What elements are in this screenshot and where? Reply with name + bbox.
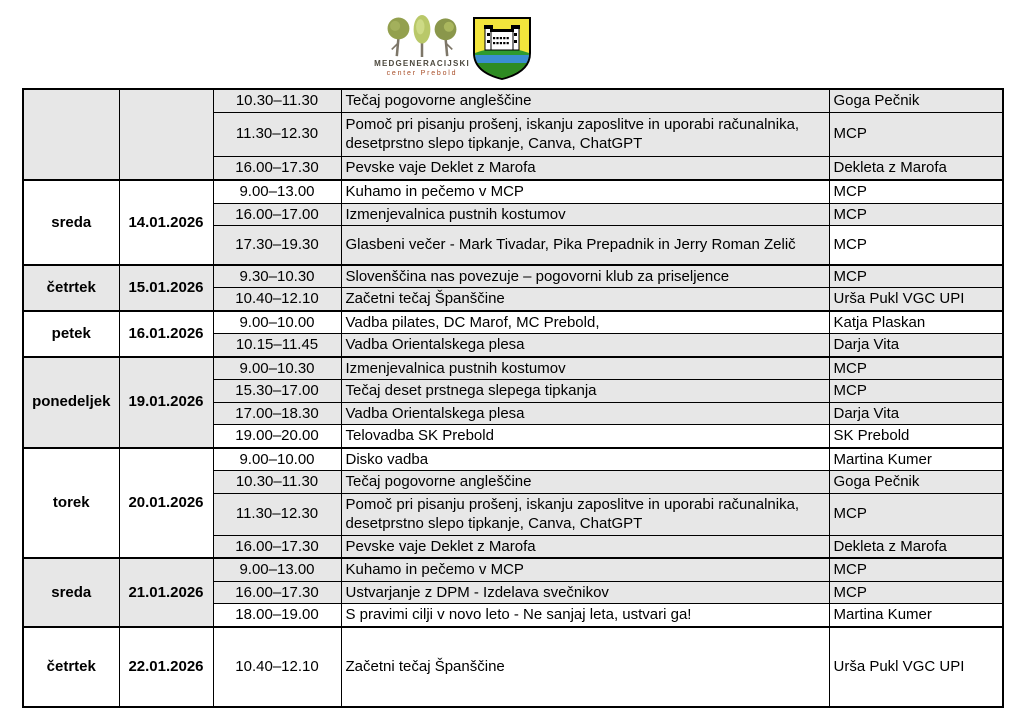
activity-cell: Kuhamo in pečemo v MCP [341, 558, 829, 581]
day-cell [23, 89, 119, 180]
organizer-cell: Dekleta z Marofa [829, 535, 1003, 558]
date-cell: 20.01.2026 [119, 448, 213, 559]
organizer-cell: MCP [829, 581, 1003, 604]
time-cell: 17.00–18.30 [213, 402, 341, 425]
time-cell: 18.00–19.00 [213, 604, 341, 627]
organizer-cell: MCP [829, 357, 1003, 380]
organizer-cell: MCP [829, 380, 1003, 403]
organizer-cell: MCP [829, 112, 1003, 156]
mcp-logo-subtitle: center Prebold [386, 70, 458, 77]
date-cell: 22.01.2026 [119, 627, 213, 707]
time-cell: 11.30–12.30 [213, 112, 341, 156]
time-cell: 10.30–11.30 [213, 89, 341, 112]
time-cell: 9.00–10.30 [213, 357, 341, 380]
organizer-cell: Goga Pečnik [829, 89, 1003, 112]
time-cell: 10.40–12.10 [213, 288, 341, 311]
activity-cell: Začetni tečaj Španščine [341, 288, 829, 311]
time-cell: 16.00–17.30 [213, 581, 341, 604]
activity-cell: Tečaj deset prstnega slepega tipkanja [341, 380, 829, 403]
activity-cell: Telovadba SK Prebold [341, 425, 829, 448]
time-cell: 9.00–10.00 [213, 311, 341, 334]
activity-cell: Tečaj pogovorne angleščine [341, 89, 829, 112]
day-cell: sreda [23, 180, 119, 265]
activity-cell: Izmenjevalnica pustnih kostumov [341, 203, 829, 226]
date-cell: 14.01.2026 [119, 180, 213, 265]
organizer-cell: Goga Pečnik [829, 471, 1003, 494]
organizer-cell: MCP [829, 493, 1003, 535]
organizer-cell: Darja Vita [829, 402, 1003, 425]
schedule-row [23, 448, 1003, 471]
time-cell: 9.00–13.00 [213, 558, 341, 581]
schedule-row [23, 558, 1003, 581]
activity-cell: Disko vadba [341, 448, 829, 471]
schedule-row [23, 627, 1003, 707]
activity-cell: Pevske vaje Deklet z Marofa [341, 156, 829, 180]
schedule-row [23, 357, 1003, 380]
schedule-row [23, 311, 1003, 334]
time-cell: 11.30–12.30 [213, 493, 341, 535]
organizer-cell: Urša Pukl VGC UPI [829, 627, 1003, 707]
organizer-cell: Martina Kumer [829, 604, 1003, 627]
organizer-cell: MCP [829, 226, 1003, 265]
schedule-row [23, 265, 1003, 288]
time-cell: 19.00–20.00 [213, 425, 341, 448]
date-cell: 15.01.2026 [119, 265, 213, 311]
organizer-cell: Darja Vita [829, 334, 1003, 357]
activity-cell: Vadba Orientalskega plesa [341, 334, 829, 357]
organizer-cell: SK Prebold [829, 425, 1003, 448]
date-cell: 21.01.2026 [119, 558, 213, 627]
time-cell: 16.00–17.30 [213, 156, 341, 180]
organizer-cell: MCP [829, 180, 1003, 203]
time-cell: 10.40–12.10 [213, 627, 341, 707]
time-cell: 15.30–17.00 [213, 380, 341, 403]
day-cell: petek [23, 311, 119, 357]
day-cell: torek [23, 448, 119, 559]
day-cell: sreda [23, 558, 119, 627]
activity-cell: Kuhamo in pečemo v MCP [341, 180, 829, 203]
activity-cell: Vadba Orientalskega plesa [341, 402, 829, 425]
day-cell: četrtek [23, 265, 119, 311]
organizer-cell: MCP [829, 203, 1003, 226]
schedule-row [23, 89, 1003, 112]
activity-cell: Pevske vaje Deklet z Marofa [341, 535, 829, 558]
activity-cell: Tečaj pogovorne angleščine [341, 471, 829, 494]
activity-cell: Slovenščina nas povezuje – pogovorni klub za priseljence [341, 265, 829, 288]
activity-cell: Pomoč pri pisanju prošenj, iskanju zaposlitve in uporabi računalnika, desetprstno slepo tipkanje, Canva, ChatGPT [341, 112, 829, 156]
activity-cell: Pomoč pri pisanju prošenj, iskanju zaposlitve in uporabi računalnika, desetprstno slepo tipkanje, Canva, ChatGPT [341, 493, 829, 535]
time-cell: 9.30–10.30 [213, 265, 341, 288]
day-cell: četrtek [23, 627, 119, 707]
mcp-logo-title: MEDGENERACIJSKI [374, 59, 470, 68]
schedule-row [23, 180, 1003, 203]
organizer-cell: Martina Kumer [829, 448, 1003, 471]
activity-cell: Izmenjevalnica pustnih kostumov [341, 357, 829, 380]
organizer-cell: Dekleta z Marofa [829, 156, 1003, 180]
activity-cell: S pravimi cilji v novo leto - Ne sanjaj leta, ustvari ga! [341, 604, 829, 627]
activity-cell: Začetni tečaj Španščine [341, 627, 829, 707]
activity-cell: Ustvarjanje z DPM - Izdelava svečnikov [341, 581, 829, 604]
schedule-table [22, 88, 1004, 708]
time-cell: 9.00–10.00 [213, 448, 341, 471]
organizer-cell: Urša Pukl VGC UPI [829, 288, 1003, 311]
organizer-cell: MCP [829, 558, 1003, 581]
time-cell: 10.15–11.45 [213, 334, 341, 357]
date-cell: 16.01.2026 [119, 311, 213, 357]
time-cell: 17.30–19.30 [213, 226, 341, 265]
trees-icon [380, 14, 464, 58]
organizer-cell: Katja Plaskan [829, 311, 1003, 334]
mcp-logo [363, 14, 481, 77]
schedule-table-body [23, 89, 1003, 707]
time-cell: 16.00–17.30 [213, 535, 341, 558]
prebold-coat-of-arms-icon [471, 15, 533, 81]
time-cell: 9.00–13.00 [213, 180, 341, 203]
day-cell: ponedeljek [23, 357, 119, 448]
activity-cell: Glasbeni večer - Mark Tivadar, Pika Prepadnik in Jerry Roman Zelič [341, 226, 829, 265]
organizer-cell: MCP [829, 265, 1003, 288]
date-cell [119, 89, 213, 180]
activity-cell: Vadba pilates, DC Marof, MC Prebold, [341, 311, 829, 334]
time-cell: 16.00–17.00 [213, 203, 341, 226]
time-cell: 10.30–11.30 [213, 471, 341, 494]
date-cell: 19.01.2026 [119, 357, 213, 448]
